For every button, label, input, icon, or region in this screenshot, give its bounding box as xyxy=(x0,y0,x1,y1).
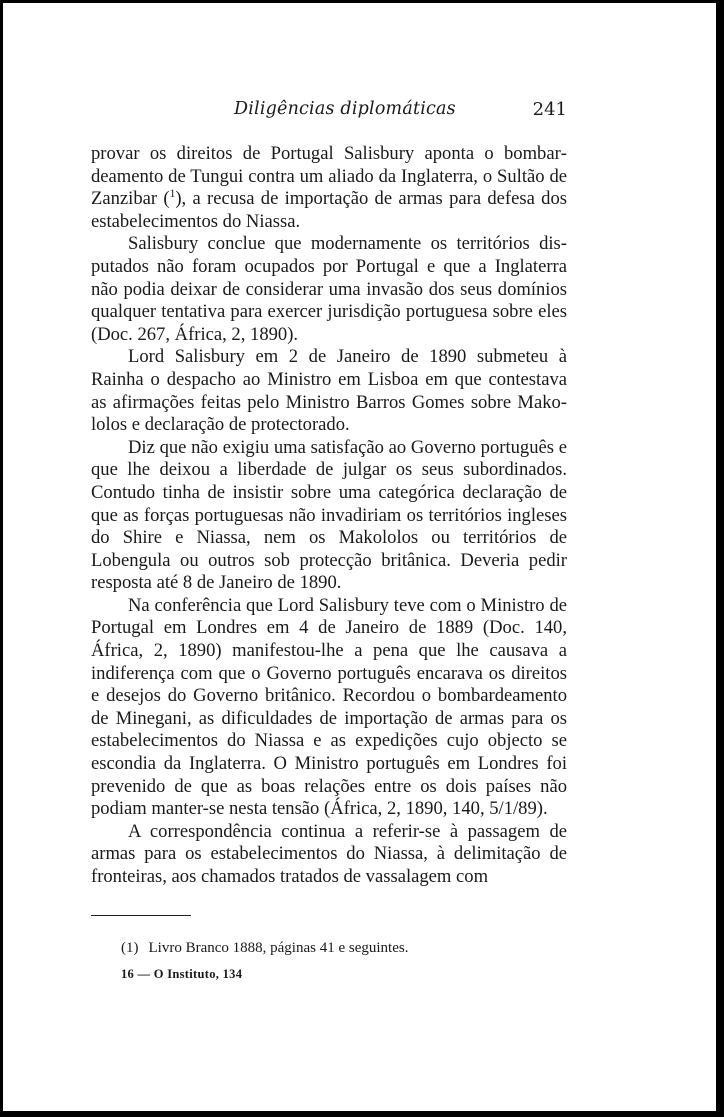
paragraph: Diz que não exigiu uma satisfação ao Governo português e que lhe deixou a liberdade de julgar os seus subordinados. Contudo tinha de insistir sobre uma categórica declaração de que as forças portuguesas não invadiriam os territórios ingleses do Shire e Niassa, nem os Makololos ou territórios de Lobengula ou outros sob protecção britânica. Deveria pedir resposta até 8 de Janeiro de 1890. xyxy=(91,436,567,594)
footnote-text: Livro Branco 1888, páginas 41 e seguintes. xyxy=(148,940,409,956)
running-title: Diligências diplomáticas xyxy=(234,99,456,119)
body-text xyxy=(91,143,567,889)
paragraph-text: provar os direitos de Portugal Salisbury aponta o bombardeamento de Tungui contra um aliado da Inglaterra, o Sultão de Zanzibar ( xyxy=(91,143,567,210)
footnote-reference: 1 xyxy=(169,188,176,200)
printer-signature: 16 — O Instituto, 134 xyxy=(121,967,243,981)
paragraph: Salisbury conclue que modernamente os territórios disputados não foram ocupados por Portugal e que a Inglaterra não podia deixar de considerar uma invasão dos seus domínios qualquer tentativa para exercer jurisdição portuguesa sobre eles (Doc. 267, África, 2, 1890). xyxy=(91,233,567,345)
paragraph: A correspondência continua a referir-se à passagem de armas para os estabelecimentos do Niassa, à delimitação de fronteiras, aos chamados tratados de vassalagem com xyxy=(91,820,567,887)
footnote-marker: (1) xyxy=(121,940,139,956)
paragraph: Lord Salisbury em 2 de Janeiro de 1890 submeteu à Rainha o despacho ao Ministro em Lisboa em que contestava as afirmações feitas pelo Ministro Barros Gomes sobre Makololos e declaração de protectorado. xyxy=(91,346,567,436)
footnote xyxy=(121,940,408,957)
paragraph-text: ), a recusa de importação de armas para defesa dos estabelecimentos do Niassa. xyxy=(91,188,567,232)
book-page xyxy=(3,3,716,1111)
page-number: 241 xyxy=(532,99,567,120)
footnote-divider xyxy=(91,915,191,916)
paragraph: Na conferência que Lord Salisbury teve com o Ministro de Portugal em Londres em 4 de Janeiro de 1889 (Doc. 140, África, 2, 1890) manifestou-lhe a pena que lhe causava a indiferença com que o Governo português encarava os direitos e desejos do Governo britânico. Recordou o bombardeamento de Minegani, as dificuldades de importação de armas para os estabelecimentos do Niassa e as expedições cujo objecto se escondia da Inglaterra. O Ministro português em Londres foi prevenido de que as boas relações entre os dois países não podiam manter-se nesta tensão (África, 2, 1890, 140, 5/1/89). xyxy=(91,594,567,820)
paragraph xyxy=(91,143,567,233)
